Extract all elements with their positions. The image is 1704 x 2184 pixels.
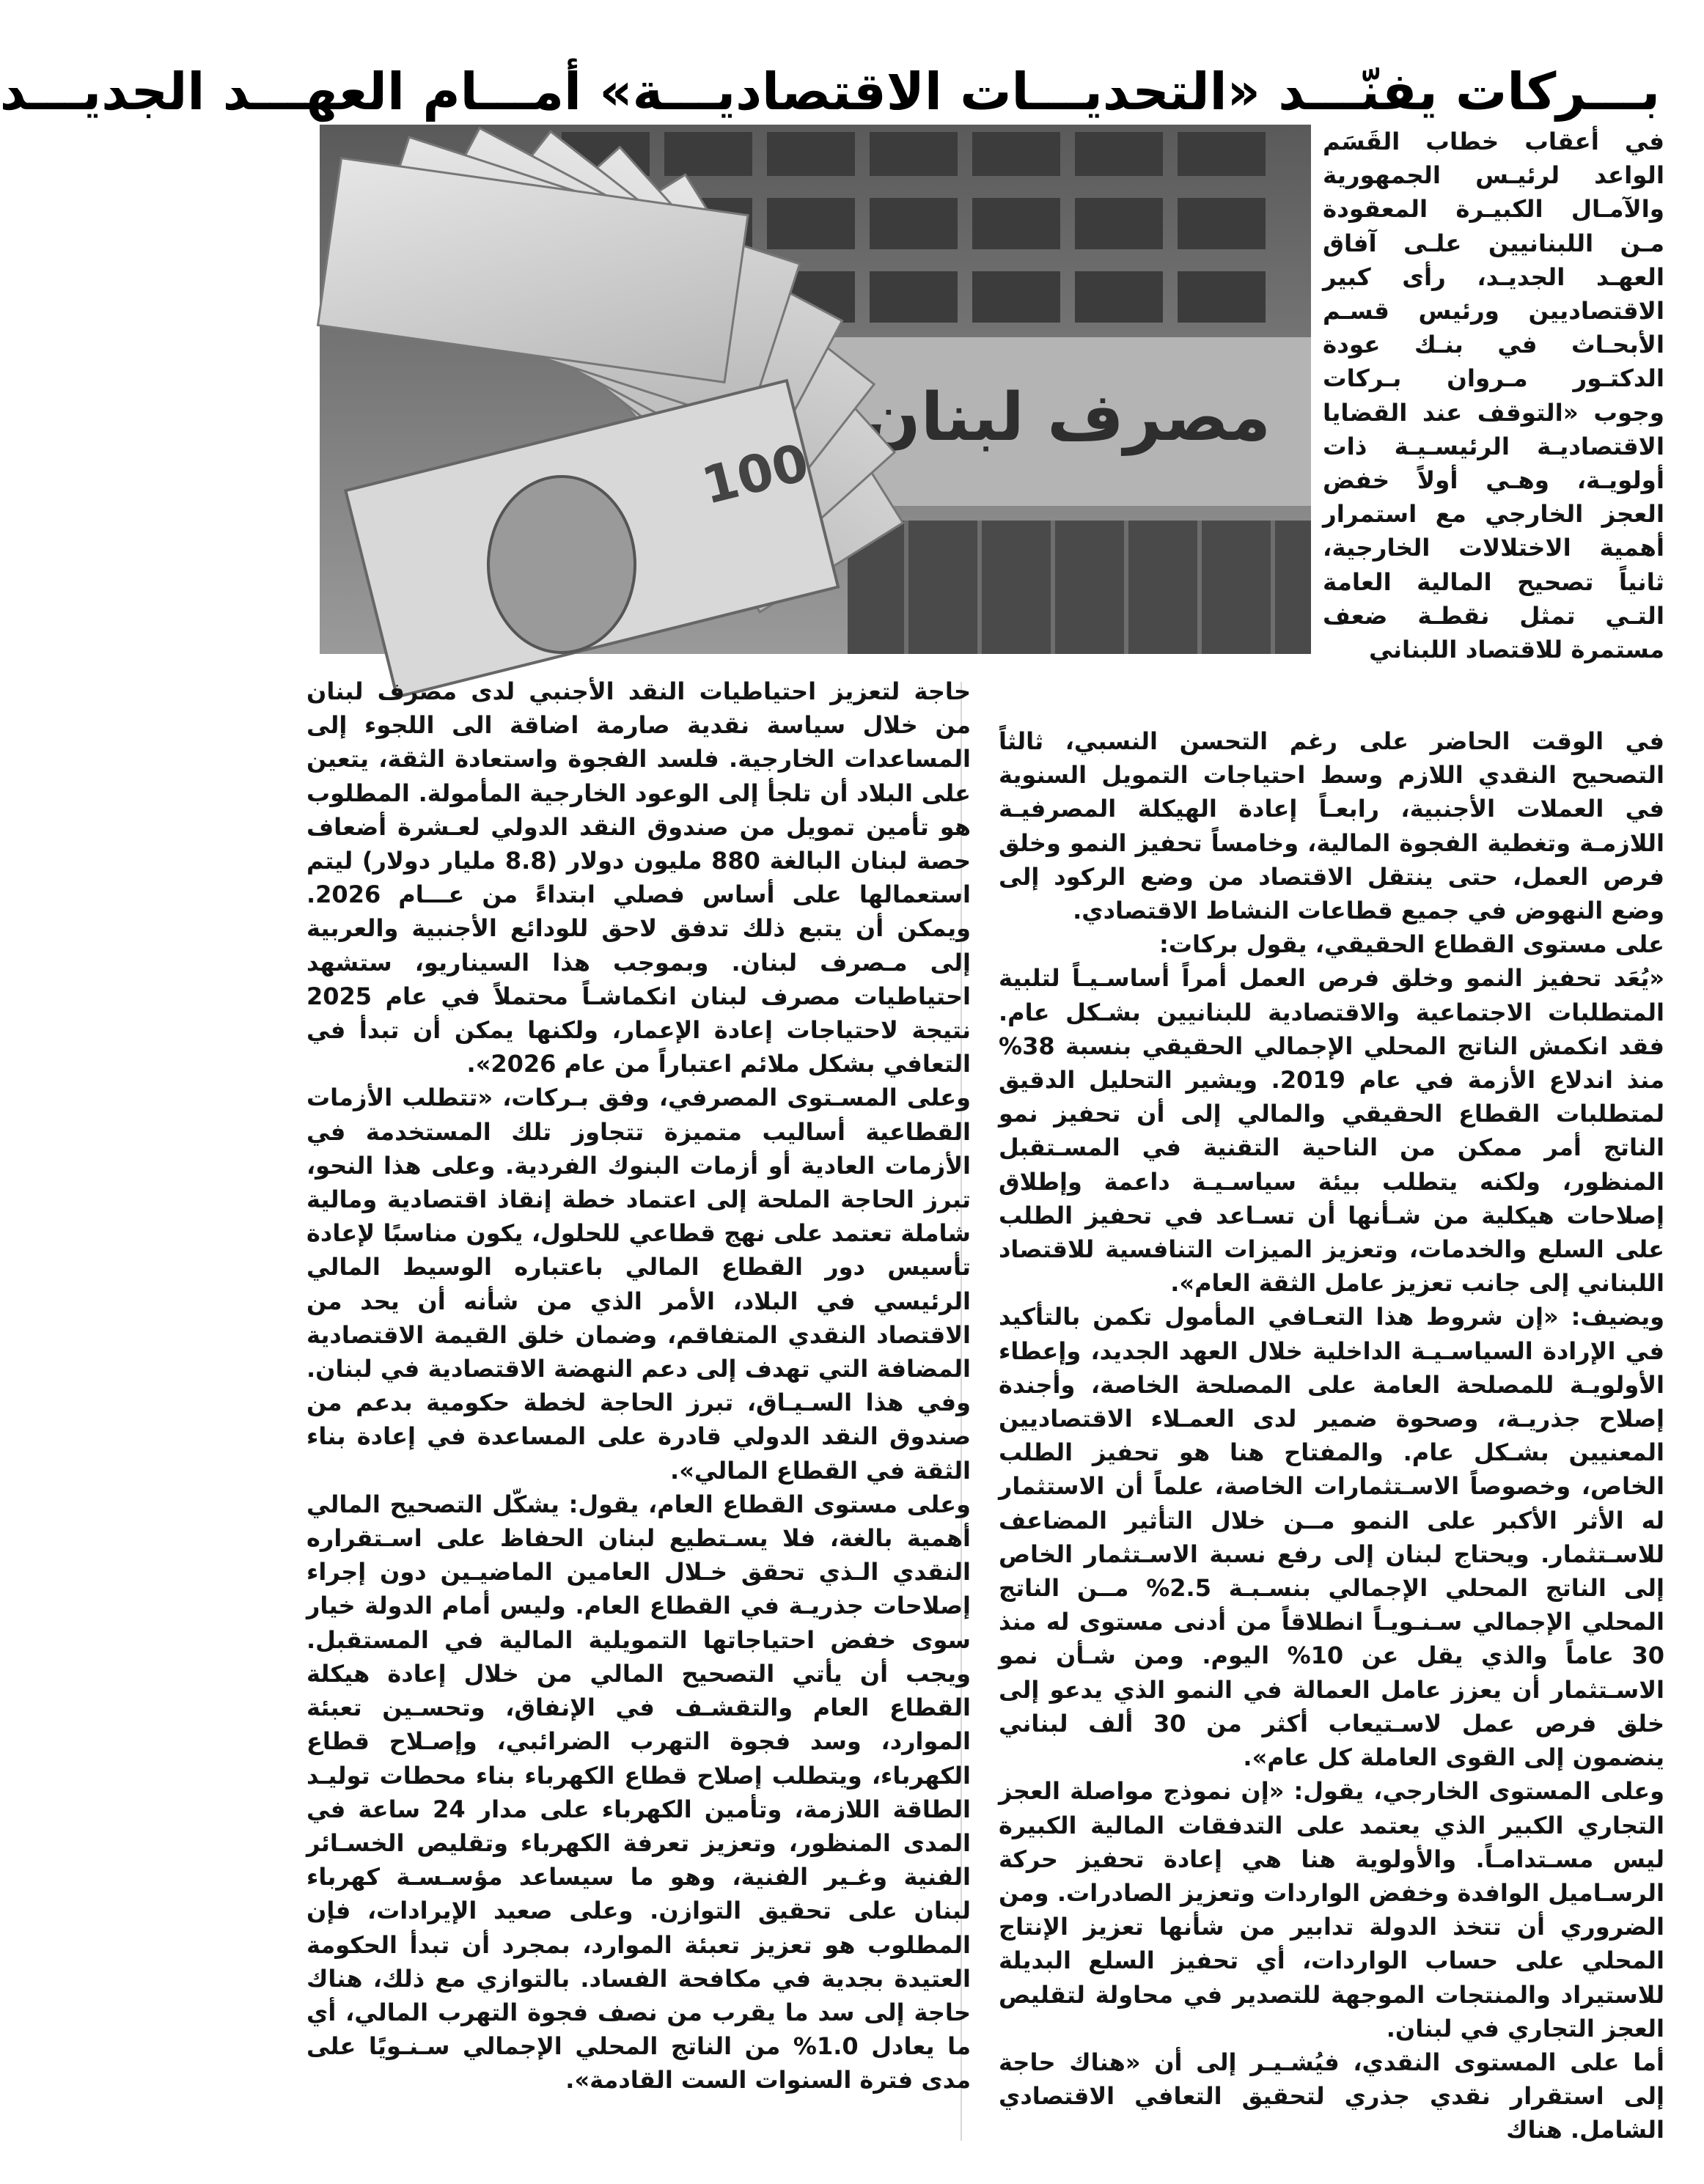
bank-entrance <box>848 521 1311 654</box>
left-paragraph: حاجة لتعزيز احتياطيات النقد الأجنبي لدى مصرف لبنان من خلال سياسة نقدية صارمة اضاقة الى اللجوء إلى المساعدات الخارجية. فلسد الفجوة واستعادة الثقة، يتعين على البلاد أن تلجأ إلى الوعود الخارجية المأمولة. المطلوب هو تأمين تمويل من صندوق النقد الدولي لعـشرة أضعاف حصة لبنان البالغة 880 مليون دولار (8.8 مليار دولار) ليتم استعمالها على أساس فصلي ابتداءً من عـــام 2026. ويمكن أن يتبع ذلك تدفق لاحق للودائع الأجنبية والعربية إلى مـصرف لبنان. وبموجب هذا السيناريو، ستشهد احتياطيات مصرف لبنان انكماشـاً محتملاً في عام 2025 نتيجة لاحتياجات إعادة الإعمار، ولكنها يمكن أن تبدأ في التعافي بشكل ملائم اعتباراً من عام 2026». <box>306 677 972 1078</box>
right-paragraph: أما على المستوى النقدي، فيُشـيـر إلى أن «هناك حاجة إلى استقرار نقدي جذري لتحقيق التعافي الاقتصادي الشامل. هناك <box>999 2048 1664 2144</box>
bank-sign-text: مصرف لبنان <box>864 379 1271 456</box>
article-headline: بـــركات يفنّـــد «التحديـــات الاقتصاديـــة» أمـــام العهـــد الجديـــد <box>0 61 1660 122</box>
left-paragraph: وعلى المسـتوى المصرفي، وفق بـركات، «تتطلب الأزمات القطاعية أساليب متميزة تتجاوز تلك المستخدمة في الأزمات العادية أو أزمات البنوك الفردية. وعلى هذا النحو، تبرز الحاجة الملحة إلى اعتماد خطة إنقاذ اقتصادية ومالية شاملة تعتمد على نهج قطاعي للحلول، يكون مناسبًا لإعادة تأسيس دور القطاع المالي باعتباره الوسيط المالي الرئيسي في البلاد، الأمر الذي من شأنه أن يحد من الاقتصاد النقدي المتفاقم، وضمان خلق القيمة الاقتصادية المضافة التي تهدف إلى دعم النهضة الاقتصادية في لبنان. وفي هذا السـيـاق، تبرز الحاجة لخطة حكومية بدعم من صندوق النقد الدولي قادرة على المساعدة في إعادة بناء الثقة في القطاع المالي». <box>306 1084 971 1485</box>
right-paragraph: «يُعَد تحفيز النمو وخلق فرص العمل أمراً أساسـيـاً لتلبية المتطلبات الاجتماعية والاقتصادية للبنانيين بشـكل عام. فقد انكمش الناتج المحلي الإجمالي الحقيقي بنسبة 38% منذ اندلاع الأزمة في عام 2019. ويشير التحليل الدقيق لمتطلبات القطاع الحقيقي والمالي إلى أن تحفيز نمو الناتج أمر ممكن من الناحية التقنية في المسـتقبل المنظور، ولكنه يتطلب بيئة سياسـيـة داعمة وإطلاق إصلاحات هيكلية من شـأنها أن تسـاعد في تحفيز الطلب على السلع والخدمات، وتعزيز الميزات التنافسية للاقتصاد اللبناني إلى جانب تعزيز عامل الثقة العام». <box>999 964 1665 1298</box>
bill-portrait <box>488 477 635 652</box>
left-paragraph: وعلى مستوى القطاع العام، يقول: يشكّل التصحيح المالي أهمية بالغة، فلا يسـتطيع لبنان الحفاظ على اسـتقراره النقدي الـذي تحقق خـلال العامين الماضيـين دون إجراء إصلاحات جذريـة في القطاع العام. وليس أمام الدولة خيار سوى خفض احتياجاتها التمويلية المالية في المستقبل. ويجب أن يأتي التصحيح المالي من خلال إعادة هيكلة القطاع العام والتقشـف في الإنفاق، وتحسـين تعبئة الموارد، وسد فجوة التهرب الضرائبي، وإصـلاح قطاع الكهرباء، ويتطلب إصلاح قطاع الكهرباء بناء محطات توليـد الطاقة اللازمة، وتأمين الكهرباء على مدار 24 ساعة في المدى المنظور، وتعزيز تعرفة الكهرباء وتقليص الخسـائر الفنية وغـير الفنية، وهو ما سيساعد مؤسـسـة كهرباء لبنان على تحقيق التوازن. وعلى صعيد الإيرادات، فإن المطلوب هو تعزيز تعبئة الموارد، بمجرد أن تبدأ الحكومة العتيدة بجدية في مكافحة الفساد. بالتوازي مع ذلك، هناك حاجة إلى سد ما يقرب من نصف فجوة التهرب المالي، أي ما يعادل 1.0% من الناتج المحلي الإجمالي سـنـويًا على مدى فترة السنوات الست القادمة». <box>306 1490 971 2095</box>
article-right-column <box>999 724 1665 2144</box>
right-paragraph: في الوقت الحاضر على رغم التحسن النسبي، ثالثاً التصحيح النقدي اللازم وسط احتياجات التمويل السنوية في العملات الأجنبية، رابعـاً إعادة الهيكلة المصرفيـة اللازمـة وتغطية الفجوة المالية، وخامساً تحفيز النمو وخلق فرص العمل، حتى ينتقل الاقتصاد من وضع الركود إلى وضع النهوض في جميع قطاعات النشاط الاقتصادي. <box>999 727 1664 925</box>
side-paragraph: في أعقاب خطاب القَسَم الواعد لرئيـس الجمهورية والآمـال الكبيـرة المعقودة مـن اللبنانيين علـى آفاق العهـد الجديـد، رأى كبير الاقتصاديين ورئيس قسـم الأبحـاث في بنـك عودة الدكتـور مـروان بـركات وجوب «التوقف عند القضايا الاقتصاديـة الرئيسـيـة ذات أولويـة، وهـي أولاً خفض العجز الخارجي مع استمرار أهمية الاختلالات الخارجية، ثانياً تصحيح المالية العامة التـي تمثل نقطـة ضعف مستمرة للاقتصاد اللبناني <box>1323 128 1664 664</box>
article-left-column <box>306 674 971 2139</box>
article-photo <box>320 125 1311 654</box>
right-paragraph: وعلى المستوى الخارجي، يقول: «إن نموذج مواصلة العجز التجاري الكبير الذي يعتمد على التدفقات المالية الكبيرة ليس مسـتدامـاً. والأولوية هنا هي إعادة تحفيز حركة الرسـاميل الوافدة وخفض الواردات وتعزيز الصادرات. ومن الضروري أن تتخذ الدولة تدابير من شأنها تعزيز الإنتاج المحلي على حساب الواردات، أي تحفيز السلع البديلة للاستيراد والمنتجات الموجهة للتصدير في محاولة لتقليص العجز التجاري في لبنان. <box>999 1777 1664 2043</box>
right-paragraph: ويضيف: «إن شروط هذا التعـافي المأمول تكمن بالتأكيد في الإرادة السياسـيـة الداخلية خلال العهد الجديد، وإعطاء الأولويـة للمصلحة العامة على المصلحة الخاصة، وأجندة إصلاح جذريـة، وصحوة ضمير لدى العمـلاء الاقتصاديين المعنيين بشـكل عام. والمفتاح هنا هو تحفيز الطلب الخاص، وخصوصاً الاسـتثمارات الخاصة، علماً أن الاستثمار له الأثر الأكبر على النمو مــن خلال التأثير المضاعف للاسـتثمار. ويحتاج لبنان إلى رفع نسبة الاسـتثمار الخاص إلى الناتج المحلي الإجمالي بنسـبـة 2.5% مــن الناتج المحلي الإجمالي سـنـويـاً انطلاقاً من أدنى مستوى له منذ 30 عاماً والذي يقل عن 10% اليوم. ومن شـأن نمو الاسـتثمار أن يعزز عامل العمالة في النمو الذي يدعو إلى خلق فرص عمل لاسـتيعاب أكثر من 30 ألف لبناني ينضمون إلى القوى العاملة كل عام». <box>999 1303 1665 1772</box>
right-paragraph: على مستوى القطاع الحقيقي، يقول بركات: <box>1159 930 1664 959</box>
bill-denomination: 100 <box>696 432 815 517</box>
bank-and-dollars-illustration <box>320 125 1311 654</box>
article-side-column <box>1323 125 1664 726</box>
